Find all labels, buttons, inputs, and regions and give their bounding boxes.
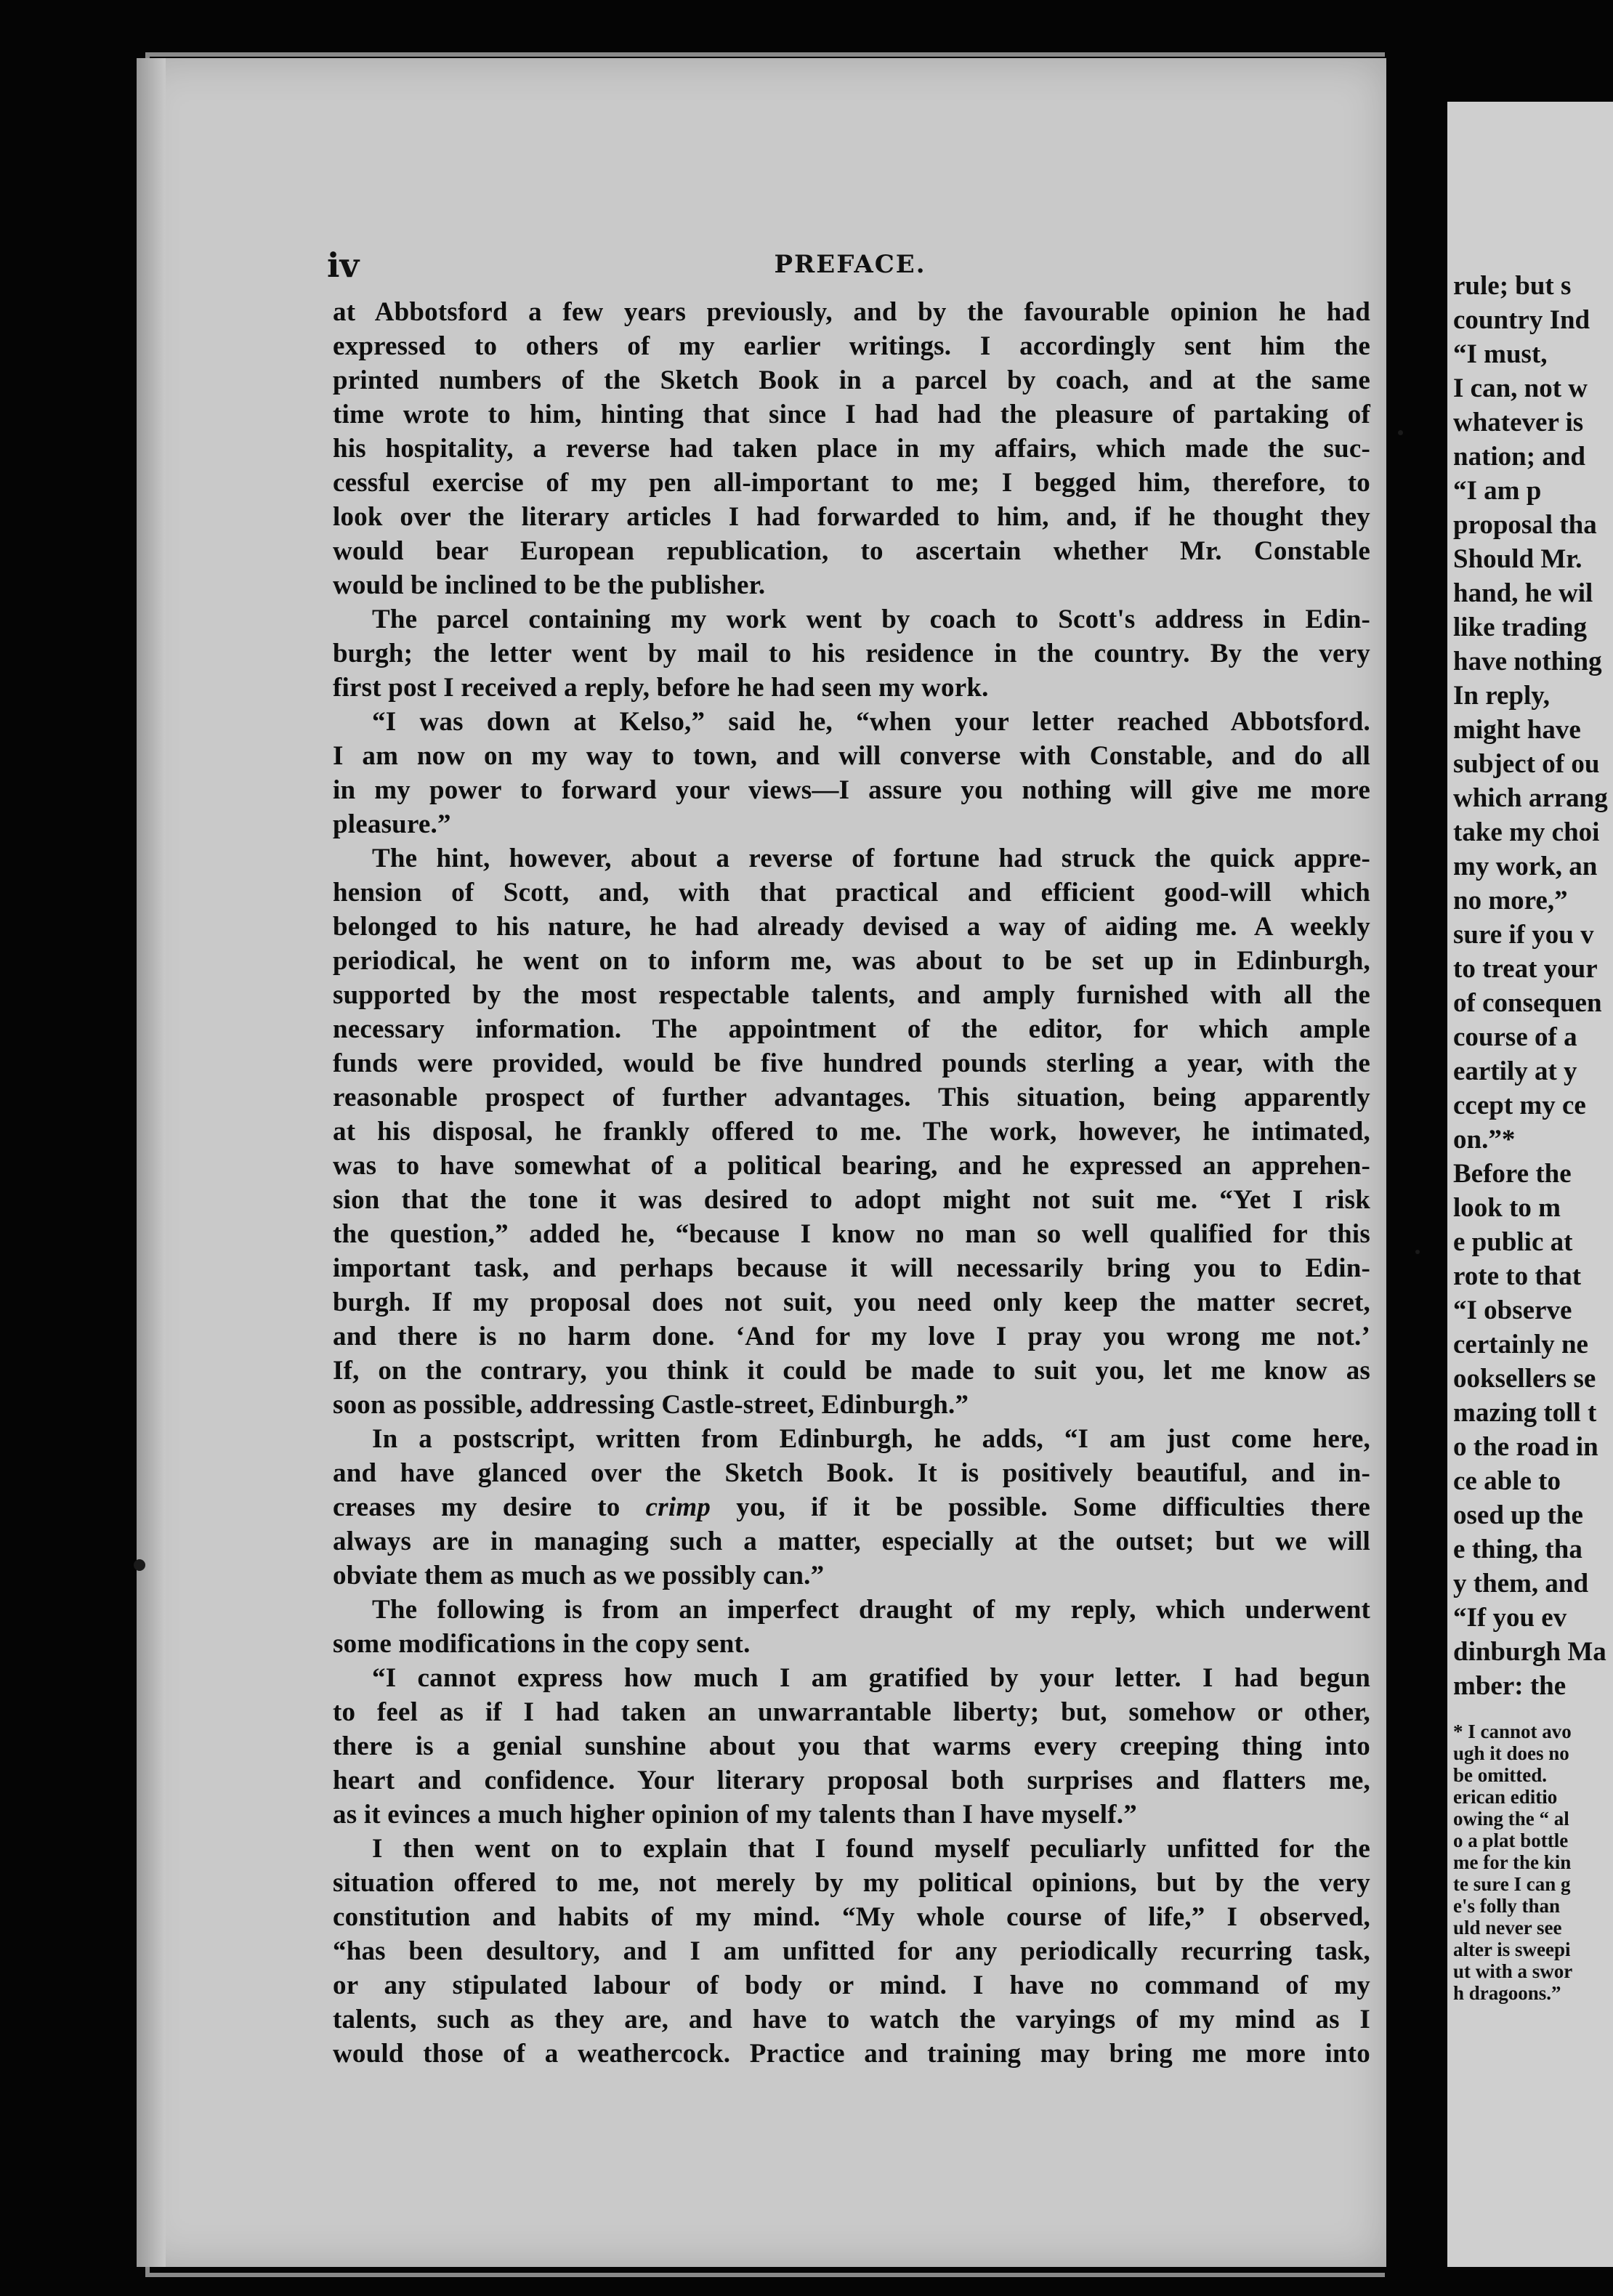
facing-text-line: of consequen xyxy=(1453,988,1602,1018)
text-line: soon as possible, addressing Castle-street, Edinburgh.” xyxy=(333,1390,969,1420)
facing-text-line: country Ind xyxy=(1453,305,1590,335)
facing-text-line: sure if you v xyxy=(1453,920,1594,950)
facing-footnote-line: uld never see xyxy=(1453,1917,1562,1939)
text-line: to feel as if I had taken an unwarrantable liberty; but, somehow or other, xyxy=(333,1697,1370,1727)
facing-footnote-line: alter is sweepi xyxy=(1453,1939,1571,1960)
facing-text-line: on.”* xyxy=(1453,1125,1516,1155)
text-line: “has been desultory, and I am unfitted for any periodically recurring task, xyxy=(333,1936,1370,1966)
text-line: heart and confidence. Your literary proposal both surprises and flatters me, xyxy=(333,1766,1370,1795)
facing-footnote-line: te sure I can g xyxy=(1453,1873,1571,1895)
facing-text-line: ooksellers se xyxy=(1453,1364,1596,1394)
running-head xyxy=(327,246,1373,289)
facing-text-line: proposal tha xyxy=(1453,510,1597,540)
text-line: constitution and habits of my mind. “My whole course of life,” I observed, xyxy=(333,1902,1370,1932)
text-line: would those of a weathercock. Practice and training may bring me more into xyxy=(333,2039,1370,2069)
facing-text-line: take my choi xyxy=(1453,817,1600,847)
facing-footnote-line: h dragoons.” xyxy=(1453,1982,1561,2004)
text-line: was to have somewhat of a political bearing, and he expressed an apprehen- xyxy=(333,1151,1370,1181)
text-line: some modifications in the copy sent. xyxy=(333,1629,751,1659)
text-line: funds were provided, would be five hundred pounds sterling a year, with the xyxy=(333,1048,1370,1078)
text-line: would be inclined to be the publisher. xyxy=(333,570,766,600)
text-line: and there is no harm done. ‘And for my love I pray you wrong me not.’ xyxy=(333,1322,1370,1351)
text-line: burgh; the letter went by mail to his residence in the country. By the very xyxy=(333,639,1370,668)
facing-text-line: “If you ev xyxy=(1453,1603,1567,1633)
text-line: first post I received a reply, before he had seen my work. xyxy=(333,673,989,703)
facing-text-line: Should Mr. xyxy=(1453,544,1582,574)
facing-text-line: “I am p xyxy=(1453,476,1542,506)
facing-text-line: “I observe xyxy=(1453,1295,1572,1325)
facing-text-line: certainly ne xyxy=(1453,1330,1588,1359)
facing-text-line: which arrang xyxy=(1453,783,1608,813)
facing-text-line: nation; and xyxy=(1453,442,1585,472)
text-line: obviate them as much as we possibly can.” xyxy=(333,1561,825,1590)
text-line: burgh. If my proposal does not suit, you need only keep the matter secret, xyxy=(333,1288,1370,1317)
facing-footnote-line: erican editio xyxy=(1453,1786,1558,1808)
text-line: creases my desire to crimp you, if it be possible. Some difficulties there xyxy=(333,1492,1370,1522)
page-title: PREFACE. xyxy=(774,250,926,279)
text-line: or any stipulated labour of body or mind. I have no command of my xyxy=(333,1970,1370,2000)
text-line: periodical, he went on to inform me, was about to be set up in Edinburgh, xyxy=(333,946,1370,976)
text-line: supported by the most respectable talents, and amply furnished with all the xyxy=(333,980,1370,1010)
facing-text-line: look to m xyxy=(1453,1193,1561,1223)
text-line: at his disposal, he frankly offered to me. The work, however, he intimated, xyxy=(333,1117,1370,1147)
text-line: his hospitality, a reverse had taken place in my affairs, which made the suc- xyxy=(333,434,1370,464)
facing-text-line: eartily at y xyxy=(1453,1056,1577,1086)
facing-footnote-line: e's folly than xyxy=(1453,1895,1561,1917)
facing-text-line: e thing, tha xyxy=(1453,1535,1582,1564)
facing-footnote-line: be omitted. xyxy=(1453,1764,1547,1786)
text-line: If, on the contrary, you think it could be made to suit you, let me know as xyxy=(333,1356,1370,1386)
facing-footnote-line: me for the kin xyxy=(1453,1851,1572,1873)
facing-text-line: rote to that xyxy=(1453,1261,1582,1291)
text-line: expressed to others of my earlier writings. I accordingly sent him the xyxy=(333,331,1370,361)
facing-text-line: y them, and xyxy=(1453,1569,1589,1598)
facing-text-line: no more,” xyxy=(1453,886,1568,915)
text-line: there is a genial sunshine about you that warms every creeping thing into xyxy=(333,1731,1370,1761)
text-line: and have glanced over the Sketch Book. It is positively beautiful, and in- xyxy=(333,1458,1370,1488)
facing-text-line: In reply, xyxy=(1453,681,1550,711)
facing-text-line: ce able to xyxy=(1453,1466,1561,1496)
facing-text-line: o the road in xyxy=(1453,1432,1598,1462)
facing-footnote-line: o a plat bottle xyxy=(1453,1830,1569,1851)
text-line: pleasure.” xyxy=(333,809,451,839)
text-line: situation offered to me, not merely by my political opinions, but by the very xyxy=(333,1868,1370,1898)
facing-text-line: rule; but s xyxy=(1453,271,1572,301)
text-line: The parcel containing my work went by coach to Scott's address in Edin- xyxy=(372,605,1370,634)
text-line: at Abbotsford a few years previously, and by the favourable opinion he had xyxy=(333,297,1370,327)
facing-footnote-line: ut with a swor xyxy=(1453,1960,1573,1982)
italic-word: crimp xyxy=(645,1492,711,1522)
facing-text-line: to treat your xyxy=(1453,954,1598,984)
text-line: important task, and perhaps because it will necessarily bring you to Edin- xyxy=(333,1253,1370,1283)
facing-text-line: mazing toll t xyxy=(1453,1398,1597,1428)
facing-footnote-line: * I cannot avo xyxy=(1453,1721,1572,1742)
footnote-gap xyxy=(1453,1703,1613,1721)
text-line: In a postscript, written from Edinburgh, he adds, “I am just come here, xyxy=(372,1424,1370,1454)
text-line: cessful exercise of my pen all-important to me; I begged him, therefore, to xyxy=(333,468,1370,498)
text-line: would bear European republication, to ascertain whether Mr. Constable xyxy=(333,536,1370,566)
text-line: always are in managing such a matter, especially at the outset; but we will xyxy=(333,1527,1370,1556)
margin-speck xyxy=(1415,1250,1420,1254)
facing-text-line: ccept my ce xyxy=(1453,1091,1586,1120)
facing-text-line: osed up the xyxy=(1453,1500,1583,1530)
text-line: printed numbers of the Sketch Book in a parcel by coach, and at the same xyxy=(333,365,1370,395)
facing-text-line: hand, he wil xyxy=(1453,578,1593,608)
facing-text-line: dinburgh Ma xyxy=(1453,1637,1606,1667)
text-line: belonged to his nature, he had already devised a way of aiding me. A weekly xyxy=(333,912,1370,942)
margin-speck xyxy=(1398,430,1403,435)
text-line: talents, such as they are, and have to watch the varyings of my mind as I xyxy=(333,2005,1370,2034)
margin-speck xyxy=(134,1559,145,1571)
facing-text-line: e public at xyxy=(1453,1227,1573,1257)
text-line: the question,” added he, “because I know no man so well qualified for this xyxy=(333,1219,1370,1249)
facing-text-line: whatever is xyxy=(1453,408,1584,437)
facing-text-line: might have xyxy=(1453,715,1581,745)
facing-text-line: mber: the xyxy=(1453,1671,1566,1701)
facing-text-line: course of a xyxy=(1453,1022,1577,1052)
facing-text-line: Before the xyxy=(1453,1159,1572,1189)
text-line: I am now on my way to town, and will converse with Constable, and do all xyxy=(333,741,1370,771)
text-line: sion that the tone it was desired to adopt might not suit me. “Yet I risk xyxy=(333,1185,1370,1215)
text-line: necessary information. The appointment of the editor, for which ample xyxy=(333,1014,1370,1044)
body-text xyxy=(333,295,1370,2071)
page-number: iv xyxy=(327,246,360,285)
facing-footnote-line: ugh it does no xyxy=(1453,1742,1569,1764)
text-line: “I was down at Kelso,” said he, “when your letter reached Abbotsford. xyxy=(372,707,1370,737)
text-line: “I cannot express how much I am gratified by your letter. I had begun xyxy=(372,1663,1370,1693)
text-line: look over the literary articles I had forwarded to him, and, if he thought they xyxy=(333,502,1370,532)
text-line: time wrote to him, hinting that since I had had the pleasure of partaking of xyxy=(333,400,1370,429)
facing-text-line: I can, not w xyxy=(1453,373,1588,403)
facing-text-line: subject of ou xyxy=(1453,749,1600,779)
text-line: in my power to forward your views—I assure you nothing will give me more xyxy=(333,775,1370,805)
text-line: The hint, however, about a reverse of fortune had struck the quick appre- xyxy=(372,844,1370,873)
text-line: reasonable prospect of further advantages. This situation, being apparently xyxy=(333,1083,1370,1112)
facing-text-line: “I must, xyxy=(1453,339,1548,369)
facing-page-text xyxy=(1453,269,1613,2004)
facing-text-line: have nothing xyxy=(1453,647,1602,676)
facing-page xyxy=(1447,102,1613,2267)
page-fold-shadow xyxy=(137,58,166,2267)
facing-footnote-line: owing the “ al xyxy=(1453,1808,1569,1830)
text-line: I then went on to explain that I found myself peculiarly unfitted for the xyxy=(372,1834,1370,1864)
facing-text-line: like trading xyxy=(1453,613,1587,642)
text-line: hension of Scott, and, with that practical and efficient good-will which xyxy=(333,878,1370,908)
facing-text-line: my work, an xyxy=(1453,852,1598,881)
text-line: as it evinces a much higher opinion of my talents than I have myself.” xyxy=(333,1800,1137,1830)
text-line: The following is from an imperfect draught of my reply, which underwent xyxy=(372,1595,1370,1625)
